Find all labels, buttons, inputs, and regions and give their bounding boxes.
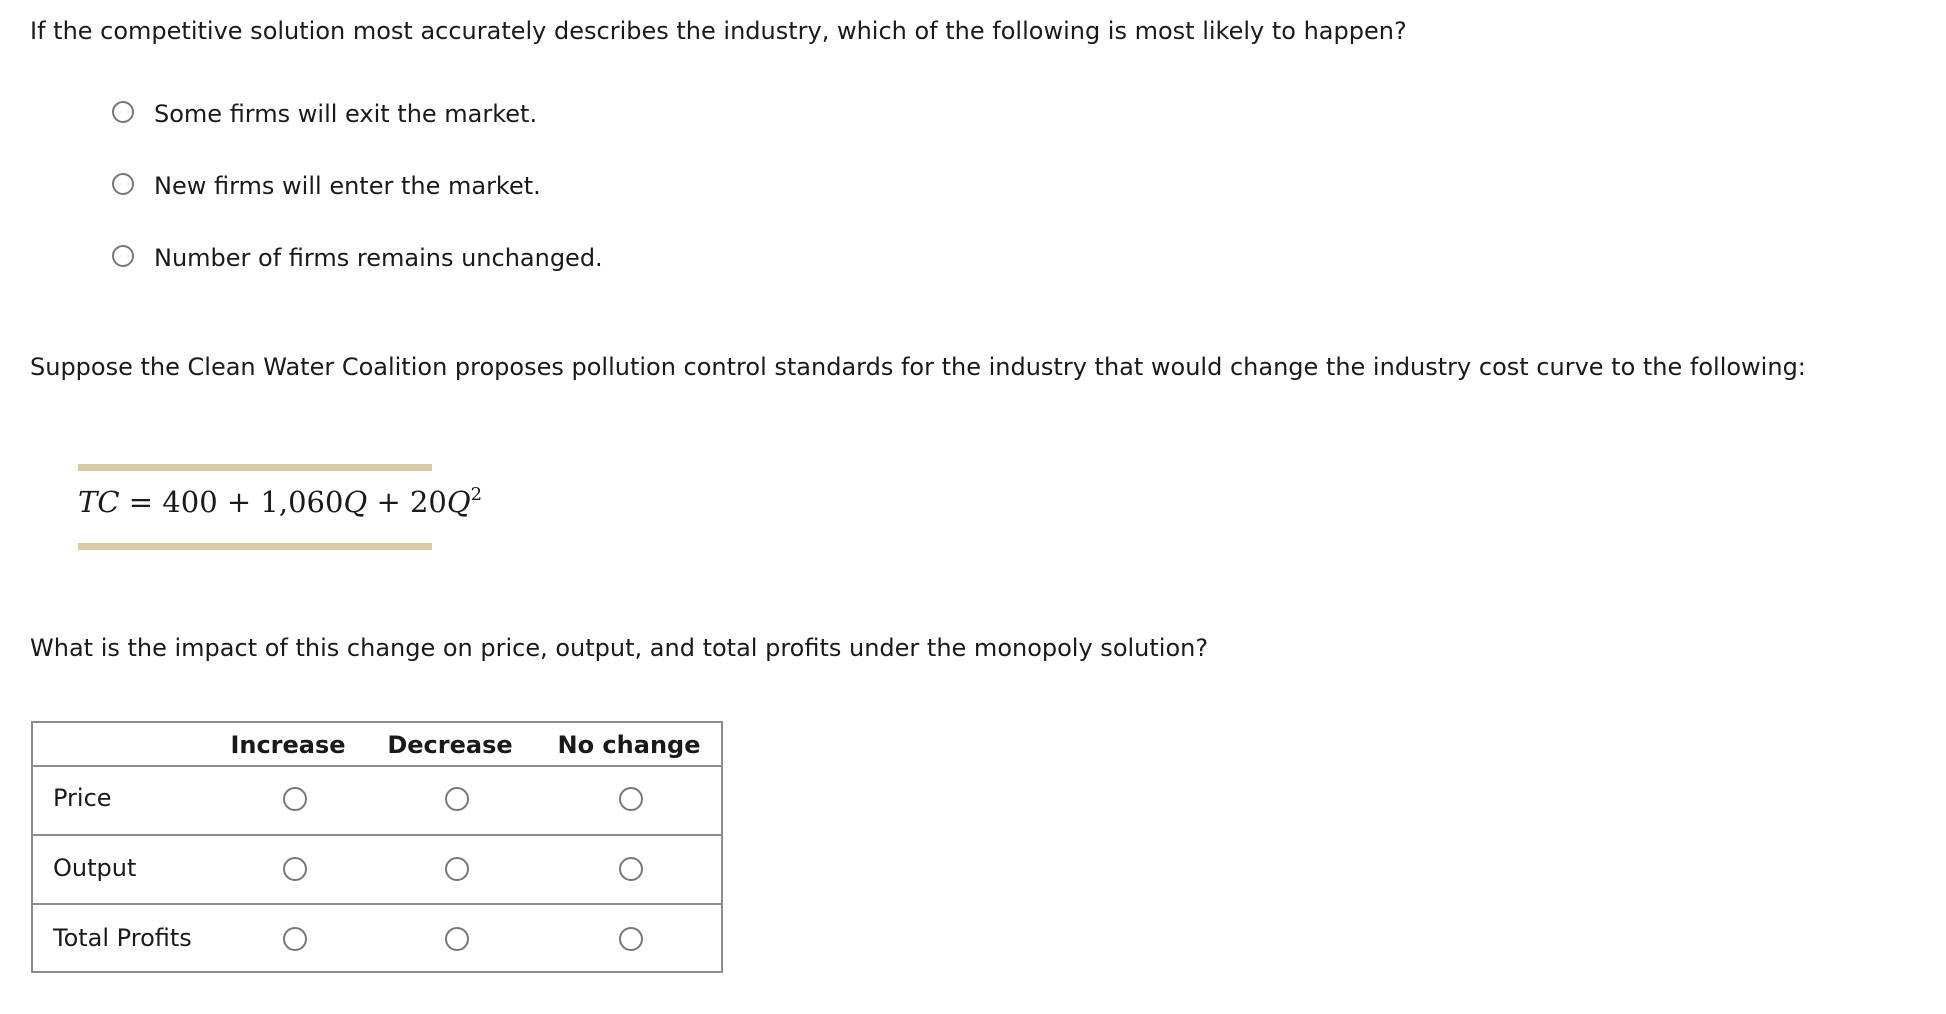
equation-plus-2: + (376, 485, 401, 519)
equation-coef-1: 1,060 (260, 485, 344, 519)
equation-coef-2: 20 (409, 485, 447, 519)
column-header-increase: Increase (230, 731, 346, 759)
profits-decrease-radio[interactable] (445, 927, 469, 951)
price-no-change-radio[interactable] (619, 787, 643, 811)
output-decrease-radio[interactable] (445, 857, 469, 881)
equation-constant: 400 (162, 485, 218, 519)
price-decrease-radio[interactable] (445, 787, 469, 811)
equation-var-2: Q (446, 485, 471, 519)
header-divider (33, 765, 721, 767)
impact-matrix (31, 721, 723, 973)
column-header-no-change: No change (557, 731, 701, 759)
column-header-decrease: Decrease (387, 731, 513, 759)
option-enter-label[interactable]: New firms will enter the market. (154, 172, 541, 200)
question2-prompt: What is the impact of this change on price, output, and total profits under the monopoly solution? (30, 634, 1209, 662)
row-label-total-profits: Total Profits (53, 924, 192, 952)
row-label-price: Price (53, 784, 112, 812)
equation-top-rule (78, 464, 432, 471)
row-divider-1 (33, 834, 721, 836)
output-no-change-radio[interactable] (619, 857, 643, 881)
question1-prompt: If the competitive solution most accurately describes the industry, which of the following is most likely to happen? (30, 17, 1407, 45)
scenario-text: Suppose the Clean Water Coalition proposes pollution control standards for the industry that would change the industry cost curve to the following: (30, 353, 1806, 381)
profits-no-change-radio[interactable] (619, 927, 643, 951)
option-exit-radio[interactable] (112, 101, 134, 123)
profits-increase-radio[interactable] (283, 927, 307, 951)
equation-exponent: 2 (470, 484, 483, 505)
equation-bottom-rule (78, 543, 432, 550)
option-exit-label[interactable]: Some firms will exit the market. (154, 100, 538, 128)
option-unchanged-radio[interactable] (112, 245, 134, 267)
equation-plus-1: + (226, 485, 252, 519)
option-unchanged-label[interactable]: Number of firms remains unchanged. (154, 244, 603, 272)
output-increase-radio[interactable] (283, 857, 307, 881)
equation-var-1: Q (343, 485, 368, 519)
row-divider-2 (33, 903, 721, 905)
price-increase-radio[interactable] (283, 787, 307, 811)
cost-equation (78, 484, 482, 520)
option-enter-radio[interactable] (112, 173, 134, 195)
equation-lhs: TC (78, 485, 120, 519)
row-label-output: Output (53, 854, 137, 882)
equation-equals: = (128, 485, 154, 519)
